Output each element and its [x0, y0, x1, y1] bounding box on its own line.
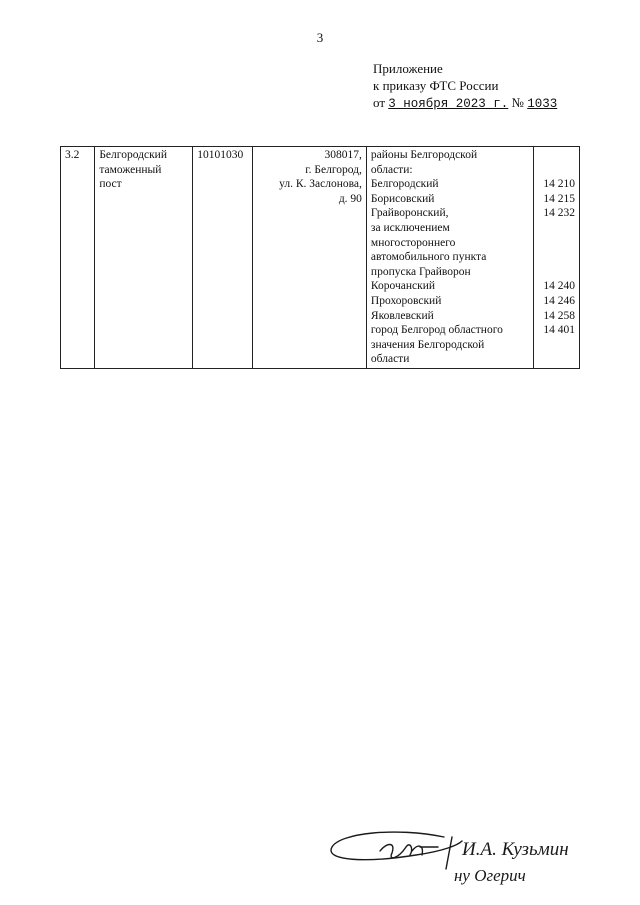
order-number: 1033: [527, 97, 558, 111]
post-address: [252, 147, 366, 369]
address-line: ул. К. Заслонова,: [279, 178, 362, 191]
area-codes: [533, 147, 579, 369]
address-line: д. 90: [338, 192, 362, 205]
post-name: [95, 147, 193, 369]
address-line: г. Белгород,: [305, 163, 362, 176]
appendix-order-ref: к приказу ФТС России: [373, 78, 499, 93]
area-name: пропуска Грайворон: [370, 265, 471, 278]
page-number: 3: [316, 30, 324, 45]
area-name: Борисовский: [370, 192, 435, 205]
post-name-line: пост: [99, 178, 122, 191]
area-name: Корочанский: [370, 280, 436, 293]
area-code: 14 246: [543, 294, 575, 307]
area-name: автомобильного пункта: [370, 251, 487, 264]
appendix-date-line: [373, 94, 557, 113]
areas-header: области:: [370, 163, 413, 176]
signature-line-1: И.А. Кузьмин: [462, 839, 569, 860]
area-name: Белгородский: [370, 178, 439, 191]
area-list: [366, 147, 533, 369]
area-code: 14 215: [543, 192, 575, 205]
area-name: многостороннего: [370, 236, 456, 249]
area-name: город Белгород областного: [370, 324, 503, 337]
appendix-title: Приложение: [373, 61, 443, 76]
order-date: 3 ноября 2023 г.: [388, 97, 509, 111]
area-code: 14 210: [543, 178, 575, 191]
area-code: 14 240: [543, 280, 575, 293]
post-name-line: таможенный: [99, 163, 162, 176]
area-name: Грайворонский,: [370, 207, 449, 220]
area-name: за исключением: [370, 221, 450, 234]
customs-post-table: [60, 146, 580, 369]
row-number: 3.2: [61, 147, 95, 369]
signature: [326, 825, 596, 895]
area-name: Яковлевский: [370, 309, 434, 322]
area-code: 14 232: [543, 207, 575, 220]
date-prefix: от: [373, 95, 386, 110]
area-code: 14 401: [543, 324, 575, 337]
area-name: области: [370, 353, 410, 366]
address-line: 308017,: [324, 149, 362, 161]
area-name: Прохоровский: [370, 294, 442, 307]
number-prefix: №: [511, 95, 524, 110]
areas-header: районы Белгородской: [370, 149, 478, 161]
area-code: 14 258: [543, 309, 575, 322]
area-name: значения Белгородской: [370, 338, 485, 351]
post-code: 10101030: [193, 147, 253, 369]
table-row: [61, 147, 580, 369]
post-name-line: Белгородский: [99, 149, 167, 161]
appendix-header: [373, 60, 557, 113]
signature-line-2: ну Огерич: [454, 866, 526, 885]
